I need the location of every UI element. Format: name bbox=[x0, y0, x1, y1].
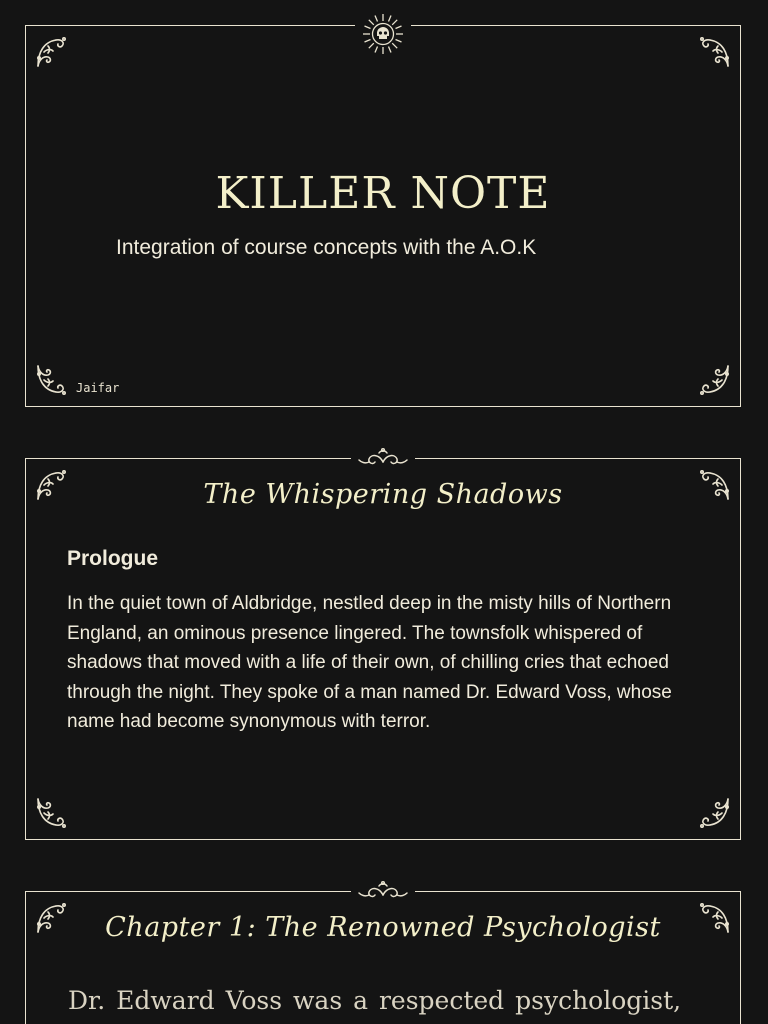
chapter-body: Dr. Edward Voss was a respected psychologist, bbox=[68, 986, 682, 1015]
author-name: Jaifar bbox=[76, 381, 120, 395]
title-slide bbox=[25, 25, 741, 407]
corner-flourish-icon bbox=[34, 795, 70, 831]
corner-flourish-icon bbox=[34, 34, 70, 70]
section-heading: Prologue bbox=[67, 547, 159, 570]
slide-title: The Whispering Shadows bbox=[203, 479, 563, 510]
section-body: In the quiet town of Aldbridge, nestled deep in the misty hills of Northern England, an ominous presence lingered. The townsfolk whispered of shadows that moved with a life of their own, of chilling cries that echoed through the night. They spoke of a man named Dr. Edward Voss, whose name had become synonymous with terror. bbox=[67, 593, 672, 732]
flourish-icon bbox=[351, 445, 415, 471]
slide-title: Chapter 1: The Renowned Psychologist bbox=[105, 912, 661, 943]
corner-flourish-icon bbox=[696, 362, 732, 398]
prologue-slide bbox=[25, 458, 741, 840]
slide-title: KILLER NOTE bbox=[215, 168, 551, 219]
skull-sun-icon bbox=[355, 12, 411, 56]
slide-subtitle: Integration of course concepts with the A.O.K bbox=[116, 236, 537, 259]
corner-flourish-icon bbox=[34, 362, 70, 398]
corner-flourish-icon bbox=[696, 34, 732, 70]
chapter-slide bbox=[25, 891, 741, 1024]
corner-flourish-icon bbox=[696, 795, 732, 831]
flourish-icon bbox=[351, 878, 415, 904]
